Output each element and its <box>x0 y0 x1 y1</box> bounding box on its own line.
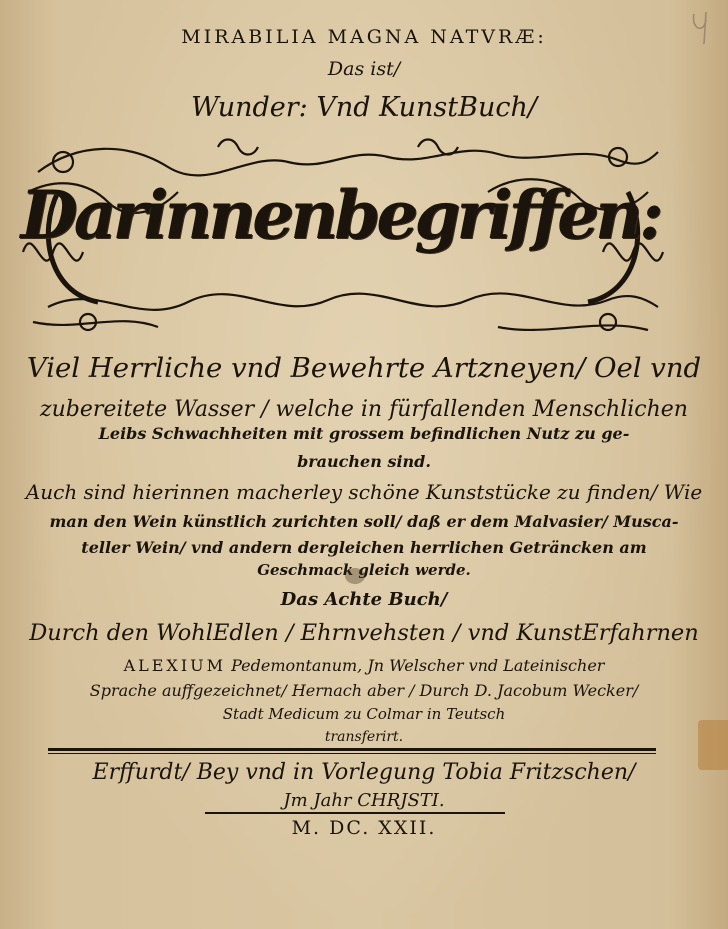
divider-rule-thick <box>48 748 656 751</box>
durch-line: Durch den WohlEdlen / Ehrnvehsten / vnd KunstErfahrnen <box>29 620 699 646</box>
author-name: ALEXIUM <box>123 656 226 675</box>
imprint-underline <box>205 812 505 814</box>
imprint-place-line: Erffurdt/ Bey vnd in Vorlegung Tobia Fritzschen/ <box>92 760 636 785</box>
main-title: Darinnenbegriffen: <box>20 176 660 254</box>
top-latin-line: MIRABILIA MAGNA NATVRÆ: <box>181 26 547 48</box>
body-line-2: zubereitete Wasser / welche in fürfallenden Menschlichen <box>40 397 688 422</box>
language-phrase: Jn Welscher vnd Lateinischer <box>367 656 605 675</box>
body-line-6: man den Wein künstlich zurichten soll/ daß er dem Malvasier/ Musca- <box>49 512 679 531</box>
body-line-7: teller Wein/ vnd andern dergleichen herrlichen Geträncken am <box>81 538 647 557</box>
body-line-5: Auch sind hierinnen macherley schöne Kunststücke zu finden/ Wie <box>25 480 703 504</box>
achte-buch-line: Das Achte Buch/ <box>280 589 448 610</box>
body-line-3: Leibs Schwachheiten mit grossem befindlichen Nutz zu ge- <box>98 424 630 443</box>
imprint-year: M. DC. XXII. <box>291 817 437 839</box>
divider-rule-thin <box>48 753 656 754</box>
imprint-jahr-line: Jm Jahr CHRJSTI. <box>283 790 445 811</box>
das-ist-line: Das ist/ <box>327 58 401 80</box>
body-line-4: brauchen sind. <box>297 452 431 471</box>
ink-blot <box>345 568 365 584</box>
sprache-line: Sprache auffgezeichnet/ Hernach aber / Durch D. Jacobum Wecker/ <box>89 681 639 700</box>
wunder-line: Wunder: Vnd KunstBuch/ <box>191 92 537 123</box>
stadt-line: Stadt Medicum zu Colmar in Teutsch <box>222 705 506 723</box>
alexium-line <box>0 656 728 675</box>
body-line-8: Geschmack gleich werde. <box>257 561 471 579</box>
author-epithet: Pedemontanum, <box>231 656 363 675</box>
transferirt-line: transferirt. <box>324 729 404 745</box>
body-line-1: Viel Herrliche vnd Bewehrte Artzneyen/ Oel vnd <box>26 352 702 384</box>
edge-stain <box>698 720 728 770</box>
